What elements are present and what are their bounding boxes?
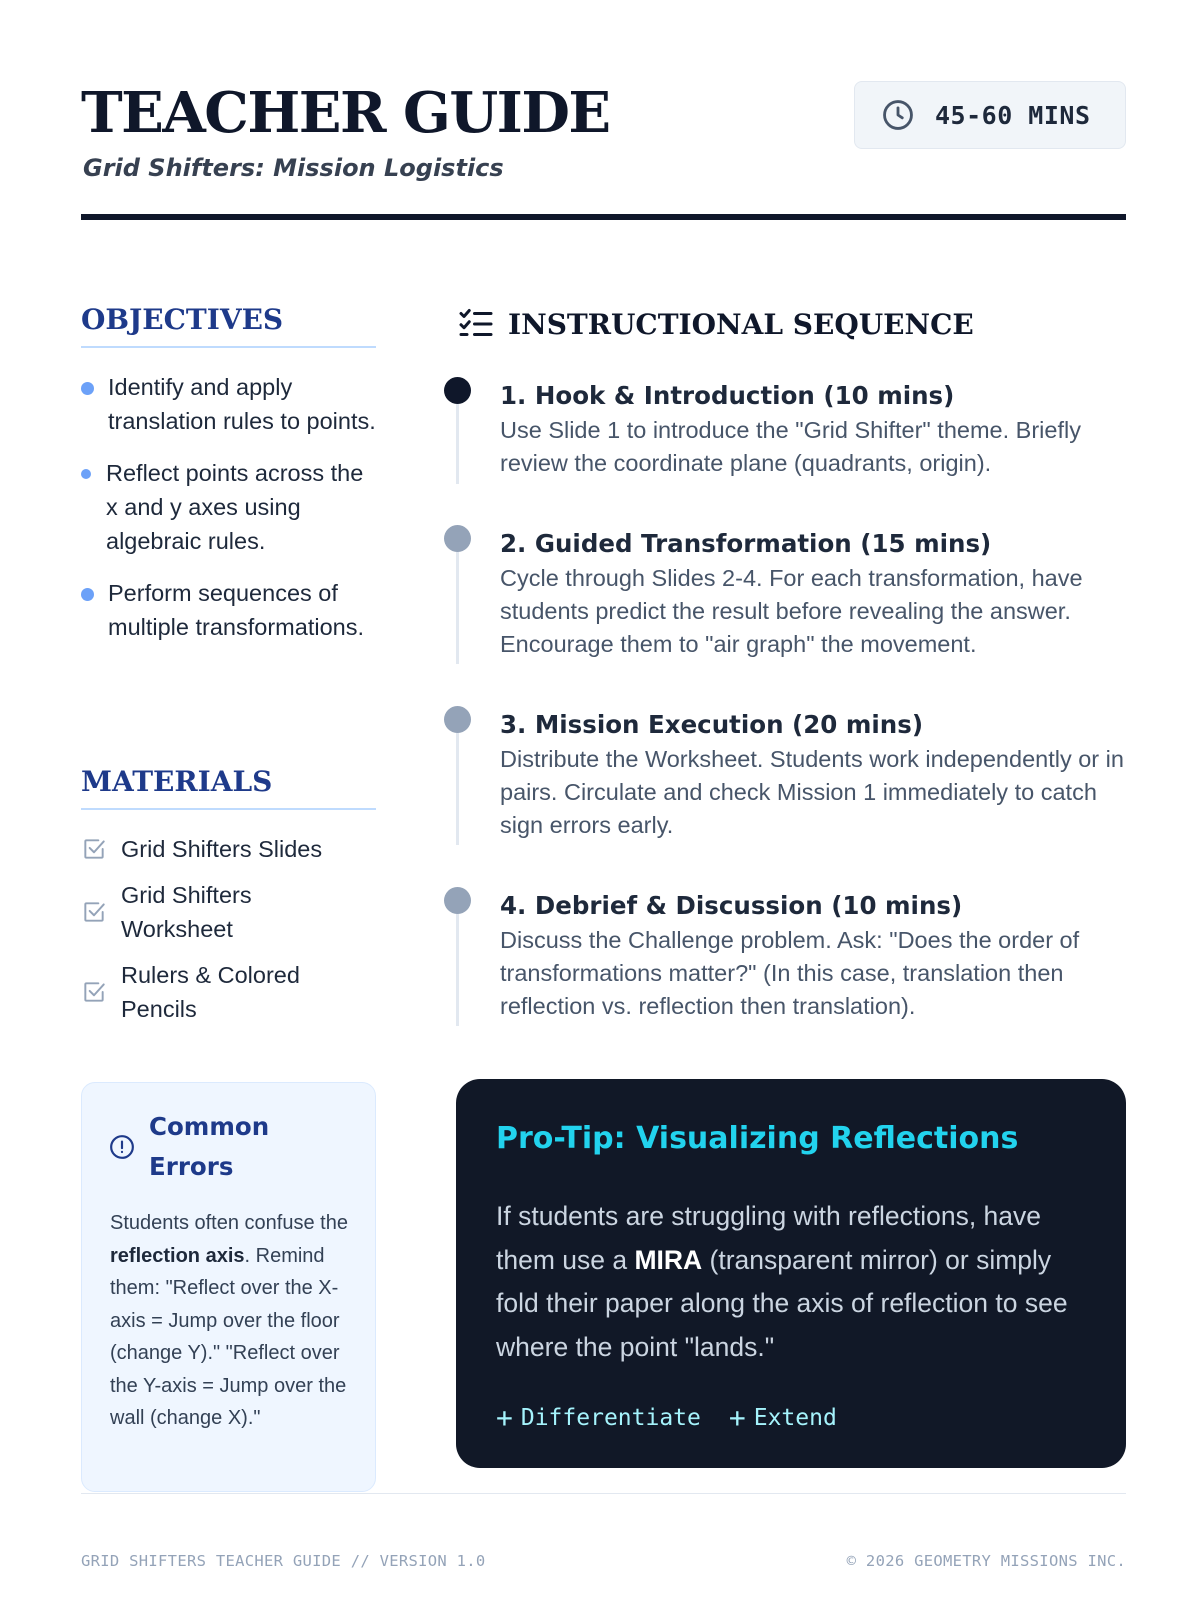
step-title: 2. Guided Transformation (15 mins) (500, 529, 992, 558)
timeline-line (456, 536, 459, 664)
bullet-dot-icon (81, 382, 94, 395)
extend-button[interactable] (728, 1401, 837, 1434)
step-body: Distribute the Worksheet. Students work independently or in pairs. Circulate and check Mission 1 immediately to catch sign errors early. (500, 746, 1124, 838)
checkbox-checked-icon (81, 836, 107, 862)
duration-text: 45-60 MINS (935, 100, 1091, 130)
footer-version: GRID SHIFTERS TEACHER GUIDE // VERSION 1.0 (81, 1552, 486, 1570)
list-item (81, 370, 376, 438)
list-item (81, 958, 376, 1026)
common-errors-title: Common Errors (149, 1112, 270, 1181)
sequence-step (500, 888, 1125, 1023)
sequence-title: INSTRUCTIONAL SEQUENCE (508, 307, 974, 341)
list-item (81, 832, 376, 866)
common-errors-highlight: reflection axis (110, 1244, 245, 1267)
alert-circle-icon (109, 1134, 135, 1160)
pro-tip-card (456, 1079, 1126, 1468)
bullet-dot-icon (81, 469, 91, 479)
page-header (81, 80, 1126, 220)
timeline-line (456, 717, 459, 845)
list-item (81, 456, 376, 558)
objectives-divider (81, 346, 376, 348)
step-body: Discuss the Challenge problem. Ask: "Does the order of transformations matter?" (In this case, translation then reflection vs. reflection then translation). (500, 927, 1080, 1019)
sequence-step (500, 526, 1125, 661)
extend-label: Extend (753, 1405, 837, 1431)
bullet-dot-icon (81, 588, 94, 601)
objectives-title: OBJECTIVES (81, 303, 284, 336)
pro-tip-title: Pro-Tip: Visualizing Reflections (496, 1121, 1019, 1156)
common-errors-text-start: Students often confuse the (110, 1212, 348, 1234)
sequence-header (458, 306, 974, 342)
page-subtitle: Grid Shifters: Mission Logistics (83, 154, 504, 182)
pro-tip-highlight: MIRA (634, 1244, 703, 1275)
material-text: Rulers & Colored Pencils (121, 962, 300, 1022)
header-divider (81, 214, 1126, 220)
pro-tip-actions (496, 1401, 837, 1434)
common-errors-header (109, 1107, 289, 1187)
materials-title: MATERIALS (81, 765, 273, 798)
objectives-list (81, 370, 376, 662)
pro-tip-text-end: (transparent mirror) or simply fold their paper along the axis of reflection to see where the point "lands." (496, 1244, 1068, 1362)
plus-icon: + (728, 1401, 746, 1434)
timeline-dot (444, 706, 471, 733)
step-body: Cycle through Slides 2-4. For each transformation, have students predict the result before revealing the answer. Encourage them to "air graph" the movement. (500, 565, 1083, 657)
materials-divider (81, 808, 376, 810)
common-errors-text-end: . Remind them: "Reflect over the X-axis = Jump over the floor (change Y)." "Reflect over the Y-axis = Jump over the wall (change X)." (110, 1244, 347, 1429)
step-body: Use Slide 1 to introduce the "Grid Shifter" theme. Briefly review the coordinate plane (quadrants, origin). (500, 417, 1081, 476)
material-text: Grid Shifters Worksheet (121, 882, 252, 942)
differentiate-button[interactable] (496, 1401, 701, 1434)
timeline-dot (444, 525, 471, 552)
pro-tip-text (496, 1195, 1096, 1369)
objective-text: Perform sequences of multiple transformations. (108, 580, 364, 640)
objective-text: Identify and apply translation rules to points. (108, 374, 376, 434)
sequence-step (500, 378, 1125, 480)
list-item (81, 878, 376, 946)
common-errors-text (110, 1207, 360, 1435)
list-item (81, 576, 376, 644)
timeline-dot-active (444, 377, 471, 404)
clock-icon (881, 98, 915, 132)
material-text: Grid Shifters Slides (121, 836, 323, 862)
step-title: 4. Debrief & Discussion (10 mins) (500, 891, 963, 920)
sequence-step (500, 707, 1125, 842)
timeline-dot (444, 887, 471, 914)
checkbox-checked-icon (81, 979, 107, 1005)
objective-text: Reflect points across the x and y axes using algebraic rules. (106, 460, 364, 554)
common-errors-card (81, 1082, 376, 1492)
duration-badge (854, 81, 1126, 149)
materials-list (81, 832, 376, 1038)
page-title: TEACHER GUIDE (81, 80, 610, 146)
differentiate-label: Differentiate (520, 1405, 701, 1431)
pro-tip-text-start: If students are struggling with reflections, have them use a (496, 1201, 1042, 1275)
step-title: 1. Hook & Introduction (10 mins) (500, 381, 955, 410)
checklist-icon (458, 306, 494, 342)
footer-divider (81, 1493, 1126, 1494)
step-title: 3. Mission Execution (20 mins) (500, 710, 924, 739)
plus-icon: + (496, 1401, 513, 1434)
footer-copyright: © 2026 GEOMETRY MISSIONS INC. (846, 1552, 1126, 1570)
timeline-line (456, 898, 459, 1026)
checkbox-checked-icon (81, 899, 107, 925)
